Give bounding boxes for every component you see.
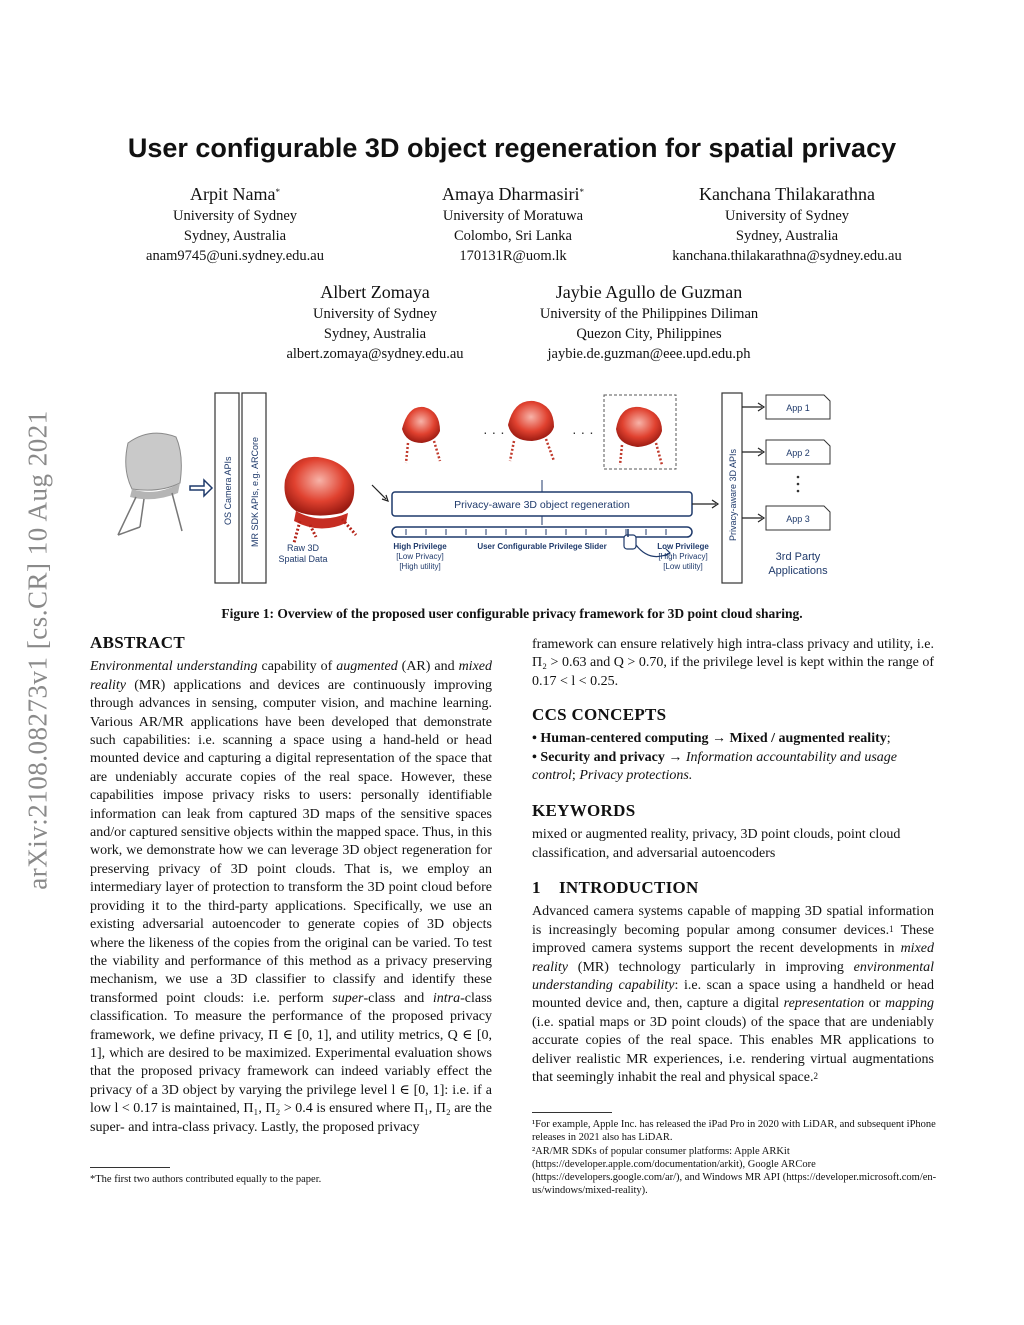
footnote-1: ¹For example, Apple Inc. has released the iPad Pro in 2020 with LiDAR, and subsequent iPhone releases in 2021 also has LiDAR.	[532, 1119, 936, 1143]
more-apps-dots	[797, 476, 800, 493]
slider-label: User Configurable Privilege Slider	[477, 542, 607, 551]
high-privilege-sub-1: [Low Privacy]	[396, 552, 444, 561]
intro-run: (i.e. spatial maps or 3D point clouds) of the space that are undeniably accurate copies of the real space. This enables MR applications to deliver realistic MR experiences, i.e. rendering virtual augmentations that seemingly inhabit the real and physical space.	[532, 1014, 934, 1086]
author-5	[508, 280, 790, 364]
introduction-text	[532, 903, 934, 1087]
ccs-line-1	[532, 730, 934, 748]
figure-1	[110, 385, 920, 590]
abstract-run: (MR) applications and devices are continuously improving through advances in sensing, computer vision, and machine learning. Various AR/MR applications have been developed that demonstrate such capabilities: i.e. scanning a space using a hand-held or head mounted device and capturing a digital representation of the space that are undeniably accurate copies of the real space. However, these capabilities impose privacy risks to users: personally identifiable information can leak from captured 3D maps of the sensitive spaces and/or captured sensitive objects within the mapped space. Thus, in this work, we demonstrate how we can leverage 3D object regeneration for preserving privacy of 3D point clouds. That is, we employ an intermediary layer of protection to transform the 3D point cloud before providing it to the third-party applications. Specifically, we use an existing adversarial autoencoder to generate copies of 3D objects where the likeness of the copies from the original can be varied. To test the viability and performance of this method as a privacy preserving mechanism, we use a 3D classifier to classify and identify these transformed point clouds: i.e. perform	[90, 677, 492, 1006]
abstract-run: super	[332, 990, 364, 1006]
abstract-section	[90, 634, 492, 1137]
low-privilege-label: Low Privilege	[657, 542, 709, 551]
keywords-text: mixed or augmented reality, privacy, 3D point clouds, point cloud classification, and adversarial autoencoders	[532, 827, 901, 861]
abstract-continued	[532, 636, 934, 691]
high-privilege-sub-2: [High utility]	[399, 562, 441, 571]
author-name: Kanchana Thilakarathna	[698, 184, 876, 204]
ccs-line-2	[532, 749, 934, 786]
regenerated-cloud-2	[508, 401, 554, 461]
footnote-rule-right	[532, 1112, 612, 1113]
author-affiliation: University of Sydney	[172, 208, 298, 224]
low-privilege-sub-1: [High Privacy]	[658, 552, 708, 561]
ellipsis-2: · · ·	[572, 424, 594, 440]
keywords-section	[532, 802, 934, 863]
abstract-run: augmented	[336, 659, 398, 675]
footnote-star: *The first two authors contributed equally to the paper.	[90, 1174, 322, 1185]
intro-run: mixed reality	[532, 941, 934, 975]
intro-run: These improved camera systems support the recent developments in	[532, 922, 934, 957]
app-2-label: App 2	[786, 448, 810, 458]
author-location: Quezon City, Philippines	[576, 326, 722, 342]
author-email[interactable]: 170131R@uom.lk	[459, 248, 567, 264]
figure-caption: Figure 1: Overview of the proposed user configurable privacy framework for 3D point cloud sharing.	[221, 606, 803, 621]
ccs-heading: CCS CONCEPTS	[532, 705, 667, 724]
app-1-label: App 1	[786, 403, 810, 413]
raw-data-label-2: Spatial Data	[278, 554, 328, 564]
os-camera-label: OS Camera APIs	[223, 456, 233, 525]
author-name: Amaya Dharmasiri	[442, 184, 580, 204]
ccs-run: • Human-centered computing → Mixed / augmented reality	[532, 731, 887, 747]
raw-point-cloud	[284, 457, 356, 543]
author-name: Jaybie Agullo de Guzman	[555, 282, 743, 302]
intro-run: or	[864, 996, 885, 1012]
ellipsis-1: · · ·	[483, 424, 505, 440]
ccs-section	[532, 706, 934, 786]
author-name: Arpit Nama	[190, 184, 276, 204]
abstract-continued-text: framework can ensure relatively high intra-class privacy and utility, i.e. Π₂ > 0.63 and Q > 0.70, if the privilege level is kept within the range of 0.17 < l < 0.25.	[532, 637, 934, 689]
footnote-ref: 1	[889, 923, 894, 934]
footnote-rule	[90, 1167, 170, 1168]
abstract-text	[90, 658, 492, 1137]
arxiv-stamp	[8, 350, 68, 950]
author-2	[398, 182, 628, 266]
paper-title: User configurable 3D object regeneration for spatial privacy	[127, 133, 897, 163]
privacy-api-label: Privacy-aware 3D APIs	[728, 448, 738, 541]
abstract-heading: ABSTRACT	[90, 633, 185, 652]
footnote-ref: 2	[813, 1071, 818, 1082]
ccs-run: • Security and privacy	[532, 749, 665, 765]
author-affiliation: University of Sydney	[312, 306, 438, 322]
abstract-run: -class and	[363, 990, 433, 1006]
abstract-run: Environmental understanding	[90, 659, 258, 675]
intro-run: representation	[783, 996, 865, 1012]
abstract-run: capability of	[257, 659, 337, 675]
app-3-label: App 3	[786, 514, 810, 524]
mr-sdk-label: MR SDK APIs, e.g. ARCore	[250, 436, 260, 547]
author-location: Sydney, Australia	[183, 228, 287, 244]
author-3	[648, 182, 926, 266]
introduction-section	[532, 879, 934, 1087]
author-email[interactable]: anam9745@uni.sydney.edu.au	[146, 248, 324, 264]
intro-run: mapping	[884, 996, 934, 1012]
ccs-run: →	[664, 749, 686, 765]
author-affiliation: University of the Philippines Diliman	[539, 306, 759, 322]
chair-illustration	[118, 433, 182, 535]
author-affiliation: University of Sydney	[724, 208, 850, 224]
intro-run: : i.e. scan a space using a handheld or head mounted device and, then, capture a digital	[532, 978, 934, 1012]
author-1	[120, 182, 350, 266]
author-location: Colombo, Sri Lanka	[453, 228, 572, 244]
regenerated-cloud-3	[616, 407, 662, 465]
low-privilege-sub-2: [Low utility]	[663, 562, 703, 571]
author-mark: *	[275, 187, 280, 197]
third-party-label-1: 3rd Party	[775, 551, 821, 563]
keywords-heading: KEYWORDS	[532, 801, 636, 820]
intro-run: environmental understanding capability	[532, 959, 934, 994]
framework-diagram	[110, 385, 920, 590]
author-4	[260, 280, 490, 364]
author-mark: *	[579, 187, 584, 197]
arrow-icon	[190, 480, 212, 496]
author-affiliation: University of Moratuwa	[442, 208, 584, 224]
introduction-heading: 1 INTRODUCTION	[532, 878, 699, 897]
abstract-run: (AR) and	[397, 659, 459, 675]
high-privilege-label: High Privilege	[393, 542, 447, 551]
ccs-run: ;	[886, 731, 891, 747]
author-location: Sydney, Australia	[323, 326, 427, 342]
author-email[interactable]: jaybie.de.guzman@eee.upd.edu.ph	[547, 346, 751, 362]
abstract-run: mixed reality	[90, 659, 492, 693]
author-email[interactable]: kanchana.thilakarathna@sydney.edu.au	[672, 248, 902, 264]
abstract-run: intra	[432, 990, 461, 1006]
intro-run: Advanced camera systems capable of mapping 3D spatial information is increasingly becoming popular among consumer devices.	[532, 904, 934, 938]
ccs-run: ;	[571, 768, 580, 784]
author-location: Sydney, Australia	[735, 228, 839, 244]
footnote-2: ²AR/MR SDKs of popular consumer platforms: Apple ARKit (https://developer.apple.com/documentation/arkit), Google ARCore (https://developers.google.com/ar/), and Windows MR API (https://developer.microsoft.com/en-us/windows/mixed-reality).	[532, 1146, 937, 1196]
intro-run: (MR) technology particularly in improving	[568, 959, 854, 975]
arxiv-id: arXiv:2108.08273v1 [cs.CR] 10 Aug 2021	[22, 410, 53, 890]
ccs-run: Information accountability and usage control	[532, 749, 897, 784]
abstract-run: -class classification. To measure the performance of the proposed privacy framework, we define privacy, Π ∈ [0, 1], and utility metrics, Q ∈ [0, 1], which are desired to be maximized. Experimental evaluation shows that the proposed privacy framework can indeed variably effect the privacy of a 3D object by varying the privilege level l ∈ [0, 1]: i.e. if a low l < 0.17 is maintained, Π₁, Π₂ > 0.4 is ensured where Π₁, Π₂ are the super- and intra-class privacy. Lastly, the proposed privacy	[90, 990, 492, 1135]
ccs-run: Privacy protections.	[579, 768, 693, 784]
regeneration-label: Privacy-aware 3D object regeneration	[454, 499, 630, 511]
author-email[interactable]: albert.zomaya@sydney.edu.au	[286, 346, 464, 362]
third-party-label-2: Applications	[768, 565, 828, 577]
author-name: Albert Zomaya	[320, 282, 430, 302]
raw-data-label-1: Raw 3D	[286, 543, 320, 553]
privilege-slider[interactable]	[392, 527, 692, 537]
regenerated-cloud-1	[402, 407, 440, 463]
